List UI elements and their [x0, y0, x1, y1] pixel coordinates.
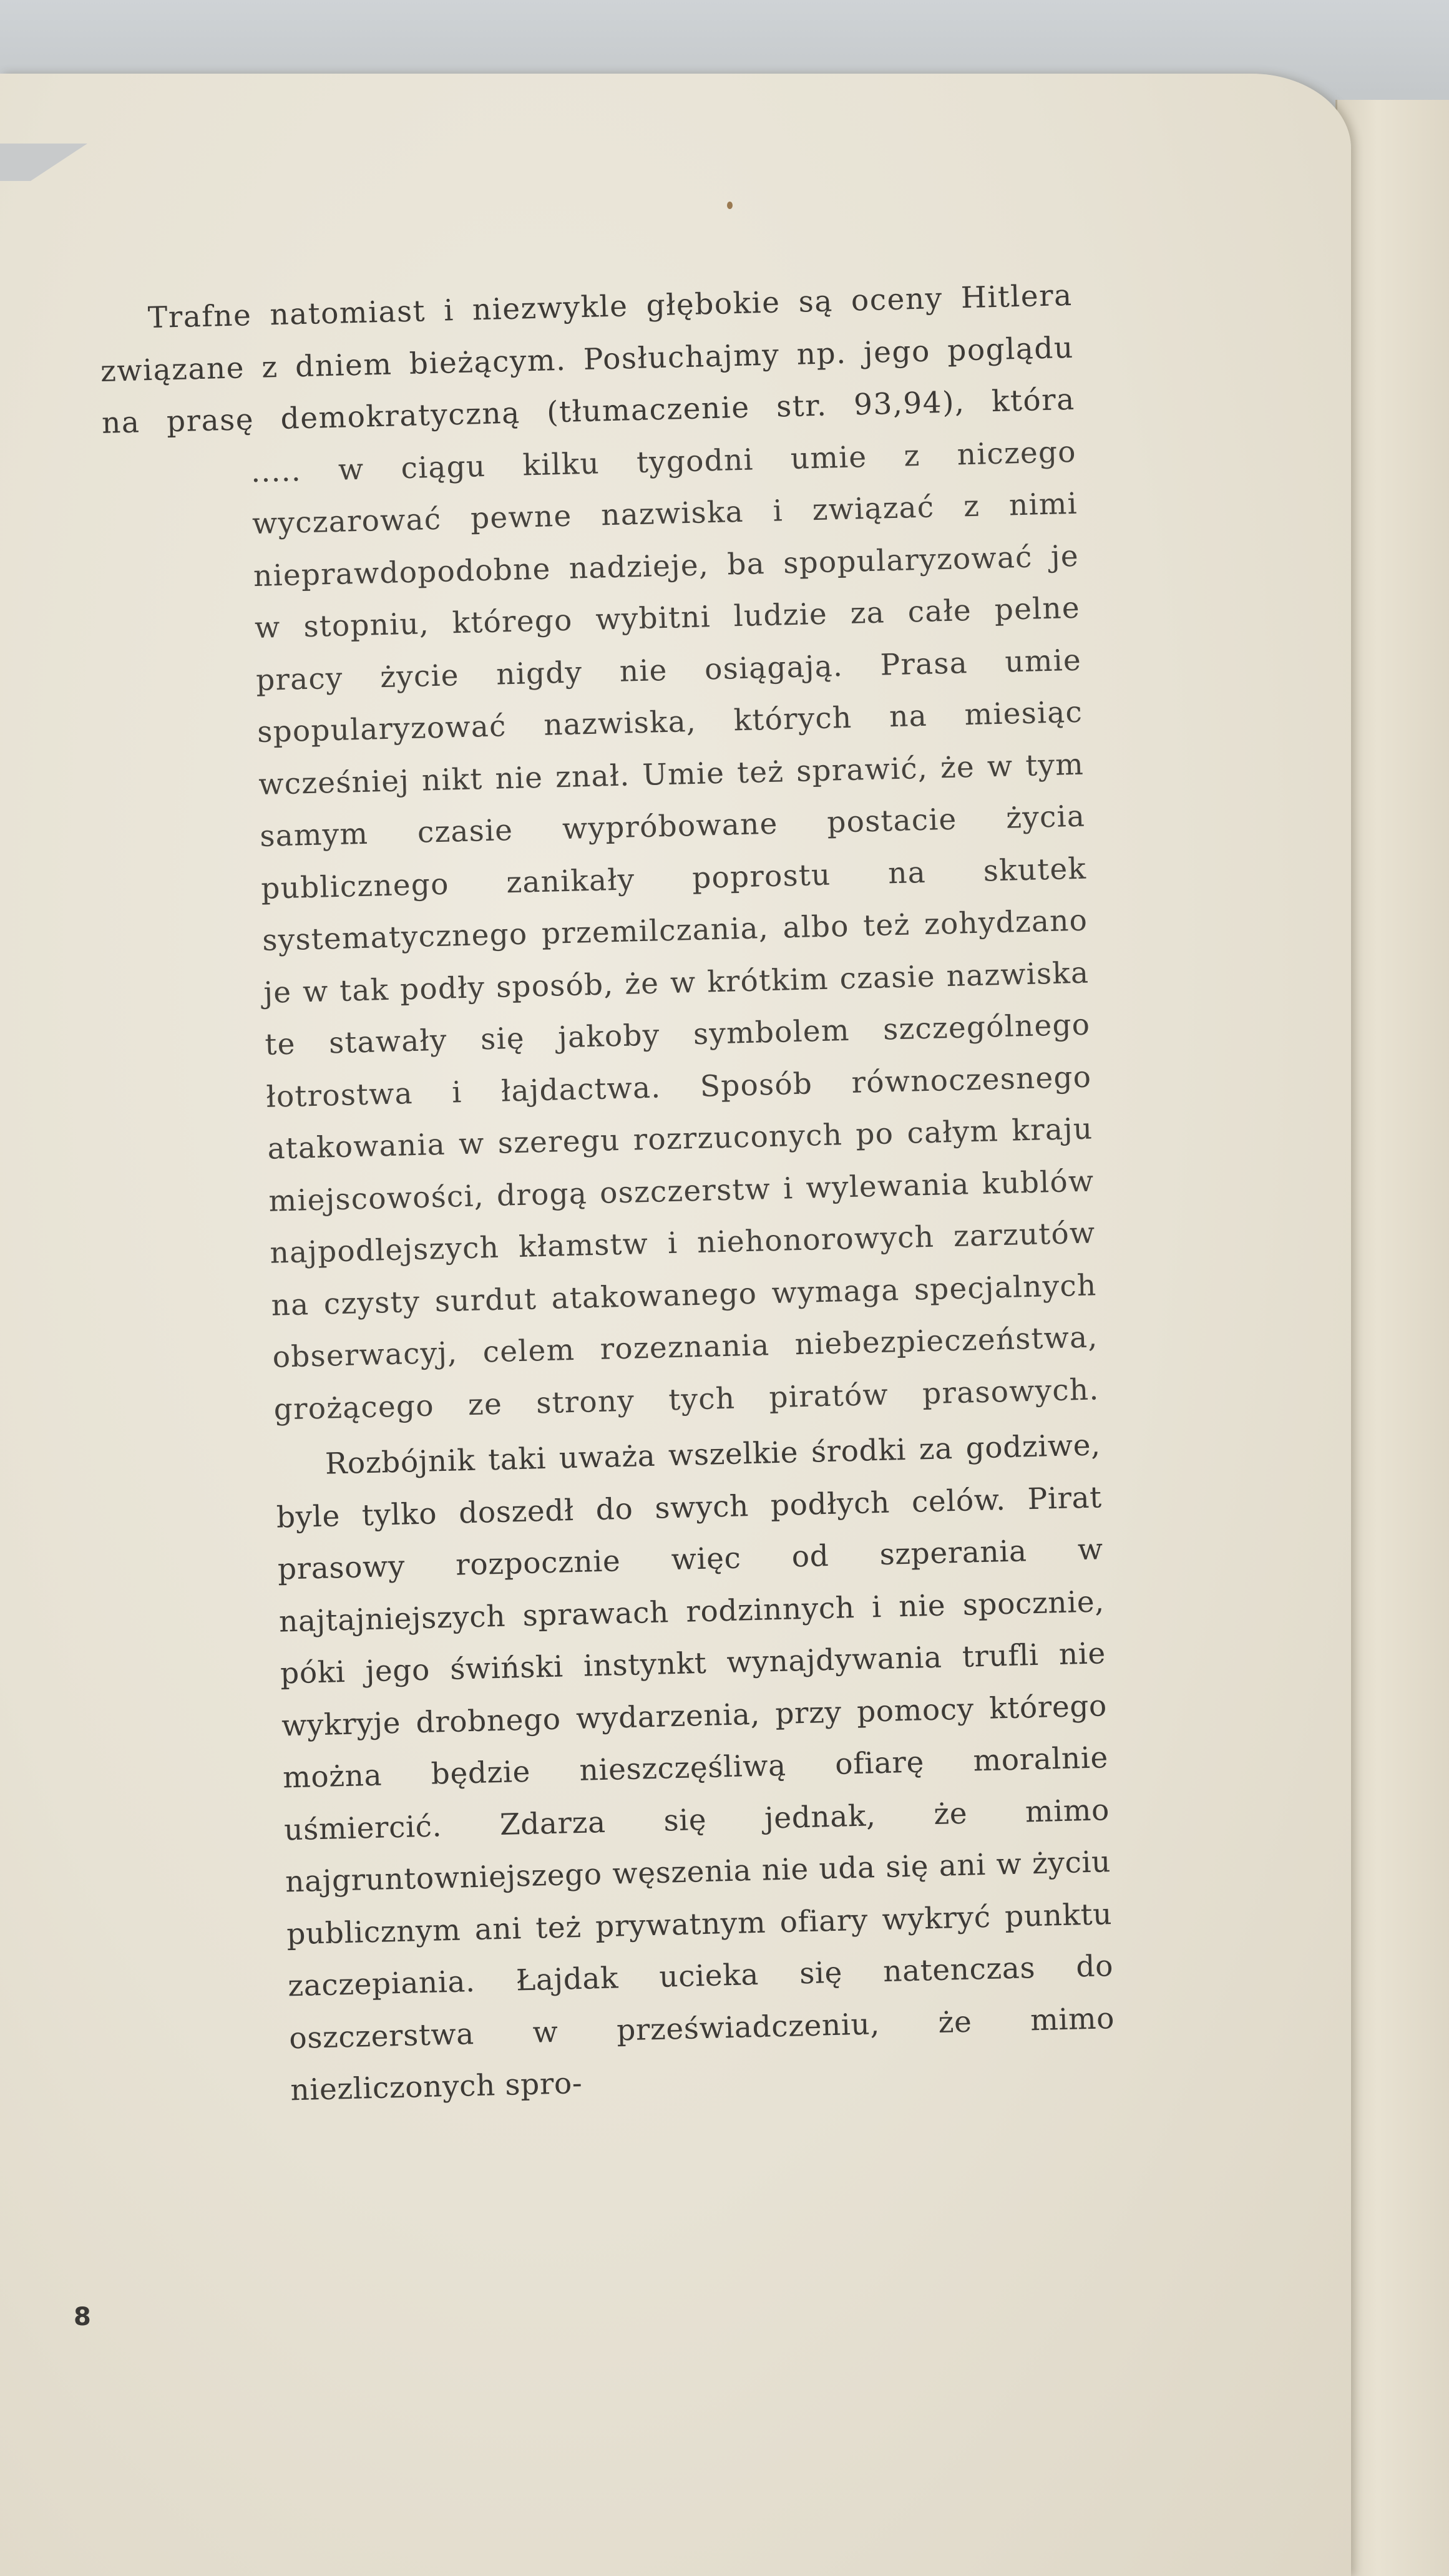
- paper-speck: [727, 202, 733, 209]
- intro-paragraph: Trafne natomiast i niezwykle głębokie są oceny Hitlera związane z dniem bieżącym. Posłuchajmy np. jego poglądu na prasę demokratyczną (tłumaczenie str. 93,94), która: [100, 278, 1076, 441]
- hitler-quote: ..... w ciągu kilku tygodni umie z niczego wyczarować pewne nazwiska i związać z nimi nieprawdopodobne nadzieje, ba spopularyzować je w stopniu, którego wybitni ludzie za całe pelne pracy życie nigdy nie osiągają. Prasa umie spopularyzować nazwiska, których na miesiąc wcześniej nikt nie znał. Umie też sprawić, że w tym samym czasie wypróbowane postacie życia publicznego zanikały poprostu na skutek systematycznego przemilczania, albo też zohydzano je w tak podły sposób, że w krótkim czasie nazwiska te stawały się jakoby symbolem szczególnego łotrostwa i łajdactwa. Sposób równoczesnego atakowania w szeregu rozrzuconych po całym kraju miejscowości, drogą oszczerstw i wylewania kublów najpodlejszych kłamstw i niehonorowych zarzutów na czysty surdut atakowanego wymaga specjalnych obserwacyj, celem rozeznania niebezpieczeństwa, grożącego ze strony tych piratów prasowych.: [250, 434, 1100, 1427]
- page-number: 8: [74, 2303, 91, 2331]
- page-text: [99, 270, 1116, 2120]
- next-page-edge: [1335, 100, 1449, 2576]
- body-paragraph: Rozbójnik taki uważa wszelkie środki za godziwe, byle tylko doszedł do swych podłych celów. Pirat prasowy rozpocznie więc od szperania w najtajniejszych sprawach rodzinnych i nie spocznie, póki jego świński instynkt wynajdywania trufli nie wykryje drobnego wydarzenia, przy pomocy którego można będzie nieszczęśliwą ofiarę moralnie uśmiercić. Zdarza się jednak, że mimo najgruntowniejszego węszenia nie uda się ani w życiu publicznym ani też prywatnym ofiary wykryć punktu zaczepiania. Łajdak ucieka się natenczas do oszczerstwa w przeświadczeniu, że mimo niezliczonych spro-: [276, 1428, 1115, 2108]
